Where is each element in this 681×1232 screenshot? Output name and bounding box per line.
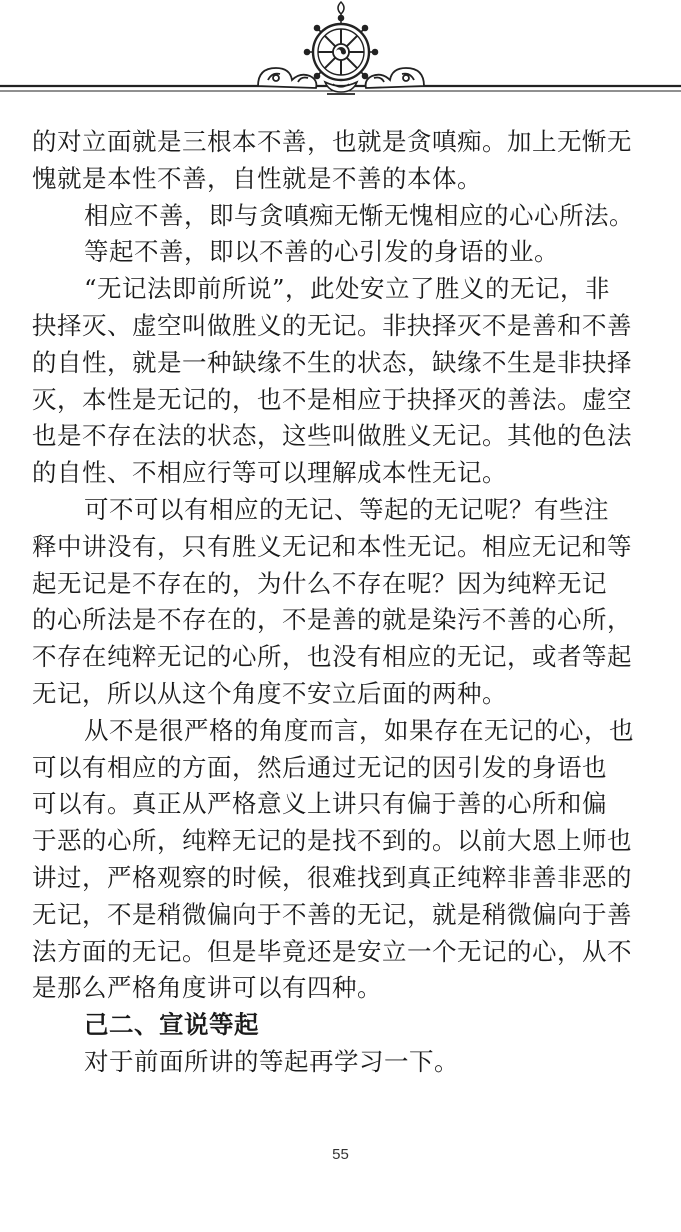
text-line: 无记，不是稍微偏向于不善的无记，就是稍微偏向于善: [32, 899, 632, 929]
text-line: 的自性、不相应行等可以理解成本性无记。: [32, 458, 507, 488]
text-line: 可以有相应的方面，然后通过无记的因引发的身语也: [32, 752, 607, 782]
text-line: 等起不善，即以不善的心引发的身语的业。: [84, 237, 559, 267]
text-line: 的自性，就是一种缺缘不生的状态，缺缘不生是非抉择: [32, 347, 632, 377]
text-line: 无记，所以从这个角度不安立后面的两种。: [32, 678, 507, 708]
text-line: 抉择灭、虚空叫做胜义的无记。非抉择灭不是善和不善: [32, 310, 632, 340]
text-line: 可以有。真正从严格意义上讲只有偏于善的心所和偏: [32, 789, 607, 819]
text-line: 不存在纯粹无记的心所，也没有相应的无记，或者等起: [32, 642, 632, 672]
closing-line: 对于前面所讲的等起再学习一下。: [84, 1046, 459, 1076]
text-line: 起无记是不存在的，为什么不存在呢？因为纯粹无记: [32, 568, 607, 598]
page-header: [0, 0, 681, 110]
page-body: [32, 124, 652, 1081]
text-line: 法方面的无记。但是毕竟还是安立一个无记的心，从不: [32, 936, 632, 966]
header-ornament: [0, 0, 681, 110]
text-line: 从不是很严格的角度而言，如果存在无记的心，也: [84, 715, 634, 745]
text-line: 也是不存在法的状态，这些叫做胜义无记。其他的色法: [32, 421, 632, 451]
text-line: 讲过，严格观察的时候，很难找到真正纯粹非善非恶的: [32, 862, 632, 892]
text-line: 的对立面就是三根本不善，也就是贪嗔痴。加上无惭无: [32, 127, 632, 156]
text-line: 释中讲没有，只有胜义无记和本性无记。相应无记和等: [32, 531, 632, 561]
page-number: 55: [332, 1146, 349, 1163]
text-line: 是那么严格角度讲可以有四种。: [32, 973, 382, 1003]
text-line: 相应不善，即与贪嗔痴无惭无愧相应的心心所法。: [84, 200, 634, 230]
text-line: 的心所法是不存在的，不是善的就是染污不善的心所，: [32, 605, 632, 635]
right-cloud-icon: [366, 68, 424, 88]
text-line: 于恶的心所，纯粹无记的是找不到的。以前大恩上师也: [32, 826, 632, 856]
section-heading: 己二、宣说等起: [84, 1010, 259, 1040]
text-line: 愧就是本性不善，自性就是不善的本体。: [32, 163, 482, 193]
text-line: 灭，本性是无记的，也不是相应于抉择灭的善法。虚空: [32, 384, 632, 414]
text-line: “无记法即前所说”，此处安立了胜义的无记，非: [84, 274, 611, 304]
left-cloud-icon: [258, 68, 316, 88]
text-line: 可不可以有相应的无记、等起的无记呢？有些注: [84, 494, 609, 524]
